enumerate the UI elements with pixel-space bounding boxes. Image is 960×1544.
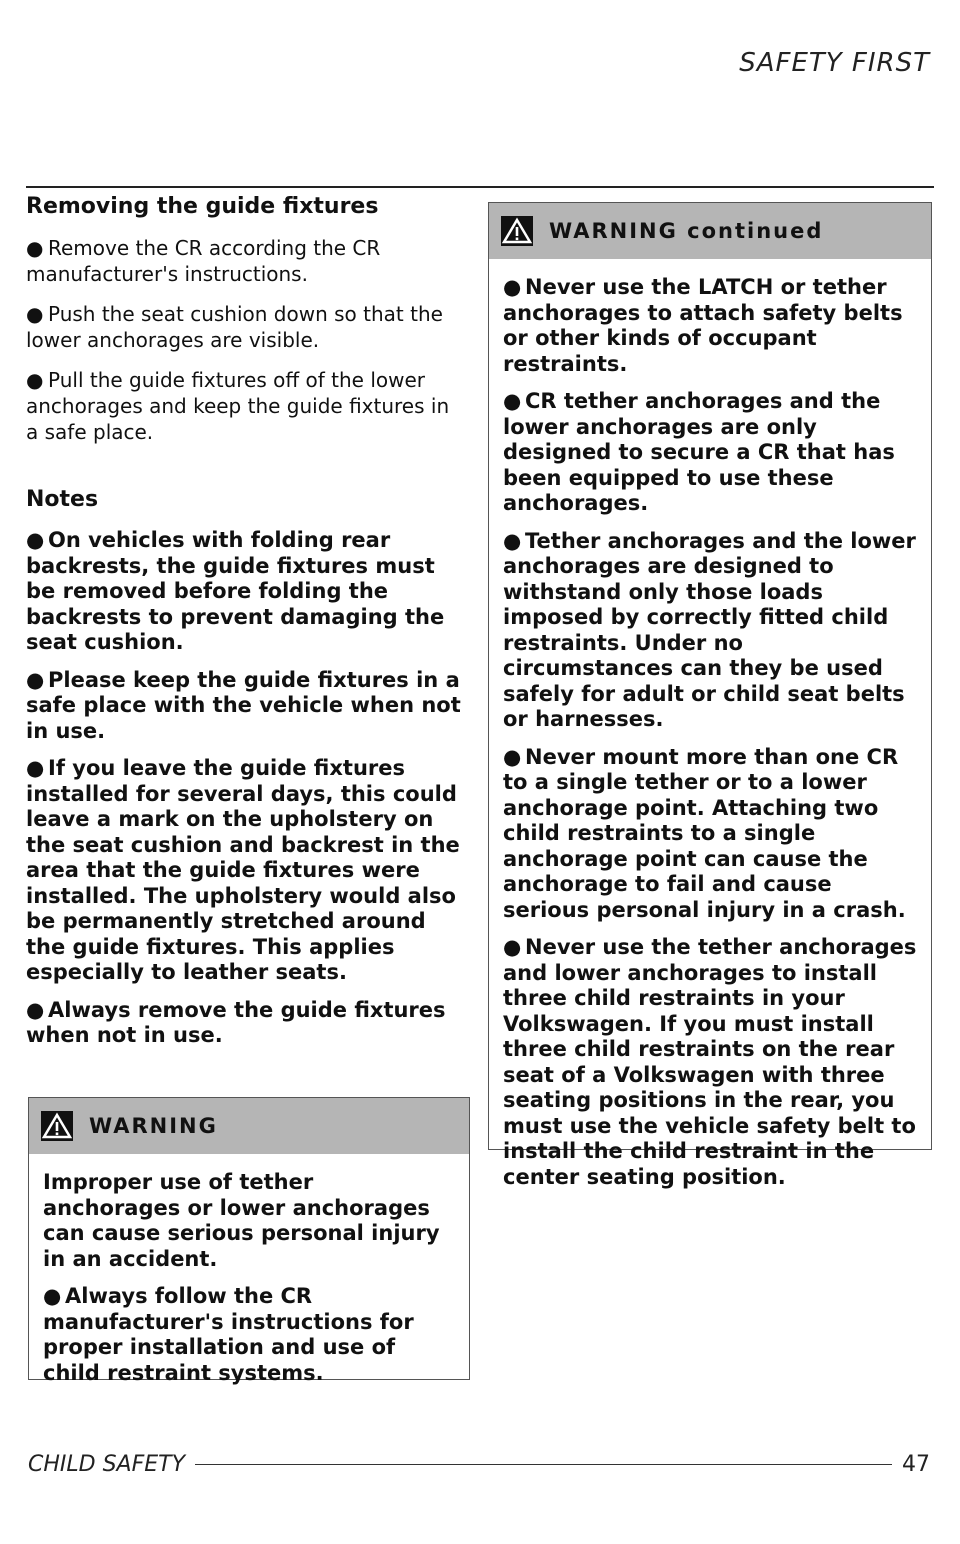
- note-item: ● Always remove the guide fixtures when not in use.: [26, 997, 446, 1047]
- warning-title: WARNING: [89, 1114, 218, 1138]
- warning-intro: Improper use of tether anchorages or lower anchorages can cause serious personal injury in an accident.: [43, 1170, 440, 1271]
- step-item: ● Push the seat cushion down so that the lower anchorages are visible.: [26, 302, 443, 352]
- warning-item: ● CR tether anchorages and the lower anchorages are only designed to secure a CR that has been equipped to use these anchorages.: [503, 389, 895, 515]
- warning-box: [28, 1097, 470, 1385]
- bullet-icon: ●: [26, 528, 45, 552]
- section-heading: Removing the guide fixtures: [26, 194, 379, 219]
- note-item: ● If you leave the guide fixtures installed for several days, this could leave a mark on the upholstery on the seat cushion and backrest in the area that the guide fixtures were installed. The upholstery would also be permanently stretched around the guide fixtures. This applies especially to leather seats.: [26, 756, 460, 984]
- warning-triangle-icon: [41, 1111, 73, 1141]
- bullet-icon: ●: [503, 389, 522, 413]
- bullet-icon: ●: [26, 302, 44, 326]
- note-item: ● On vehicles with folding rear backrests, the guide fixtures must be removed before folding the backrests to prevent damaging the seat cushion.: [26, 528, 445, 654]
- warning-title: WARNING continued: [549, 219, 824, 243]
- bullet-icon: ●: [503, 744, 522, 769]
- warning-body: [29, 1154, 469, 1408]
- page-header: SAFETY FIRST: [739, 48, 930, 78]
- left-column: [26, 194, 466, 1061]
- bullet-icon: ●: [26, 368, 44, 392]
- bullet-icon: ●: [26, 236, 44, 260]
- bullet-icon: ●: [503, 935, 522, 959]
- bullet-icon: ●: [26, 997, 45, 1022]
- warning-item: ● Never use the tether anchorages and lower anchorages to install three child restraints in your Volkswagen. If you must install three child restraints on the rear seat of a Volkswagen with three seating positions in the rear, you must use the vehicle safety belt to install the child restraint in the center seating position.: [503, 935, 917, 1189]
- page-number: 47: [902, 1452, 930, 1477]
- bullet-icon: ●: [43, 1284, 62, 1308]
- warning-triangle-icon: [501, 216, 533, 246]
- step-item: ● Remove the CR according the CR manufacturer's instructions.: [26, 236, 381, 286]
- header-rule: [26, 186, 934, 188]
- bullet-icon: ●: [503, 528, 522, 553]
- notes-heading: Notes: [26, 487, 99, 512]
- footer-section: CHILD SAFETY: [28, 1452, 186, 1477]
- page-footer: [28, 1452, 930, 1477]
- warning-header: [29, 1098, 469, 1154]
- step-item: ● Pull the guide fixtures off of the lower anchorages and keep the guide fixtures in a safe place.: [26, 368, 450, 444]
- footer-rule: [195, 1464, 892, 1465]
- warning-item: ● Never mount more than one CR to a single tether or to a lower anchorage point. Attaching two child restraints to a single anchorage point can cause the anchorage to fail and cause serious personal injury in a crash.: [503, 744, 906, 922]
- warning-item: ● Always follow the CR manufacturer's instructions for proper installation and use of child restraint systems.: [43, 1284, 414, 1385]
- warning-header: [489, 203, 931, 259]
- bullet-icon: ●: [26, 667, 45, 692]
- warning-item: ● Tether anchorages and the lower anchorages are designed to withstand only those loads imposed by correctly fitted child restraints. Under no circumstances can they be used safely for adult or child seat belts or harnesses.: [503, 528, 916, 731]
- bullet-icon: ●: [26, 756, 45, 780]
- warning-body: [489, 259, 931, 1212]
- warning-continued-box: [488, 202, 932, 1189]
- bullet-icon: ●: [503, 275, 522, 299]
- warning-item: ● Never use the LATCH or tether anchorages to attach safety belts or other kinds of occupant restraints.: [503, 275, 903, 376]
- note-item: ● Please keep the guide fixtures in a safe place with the vehicle when not in use.: [26, 667, 461, 743]
